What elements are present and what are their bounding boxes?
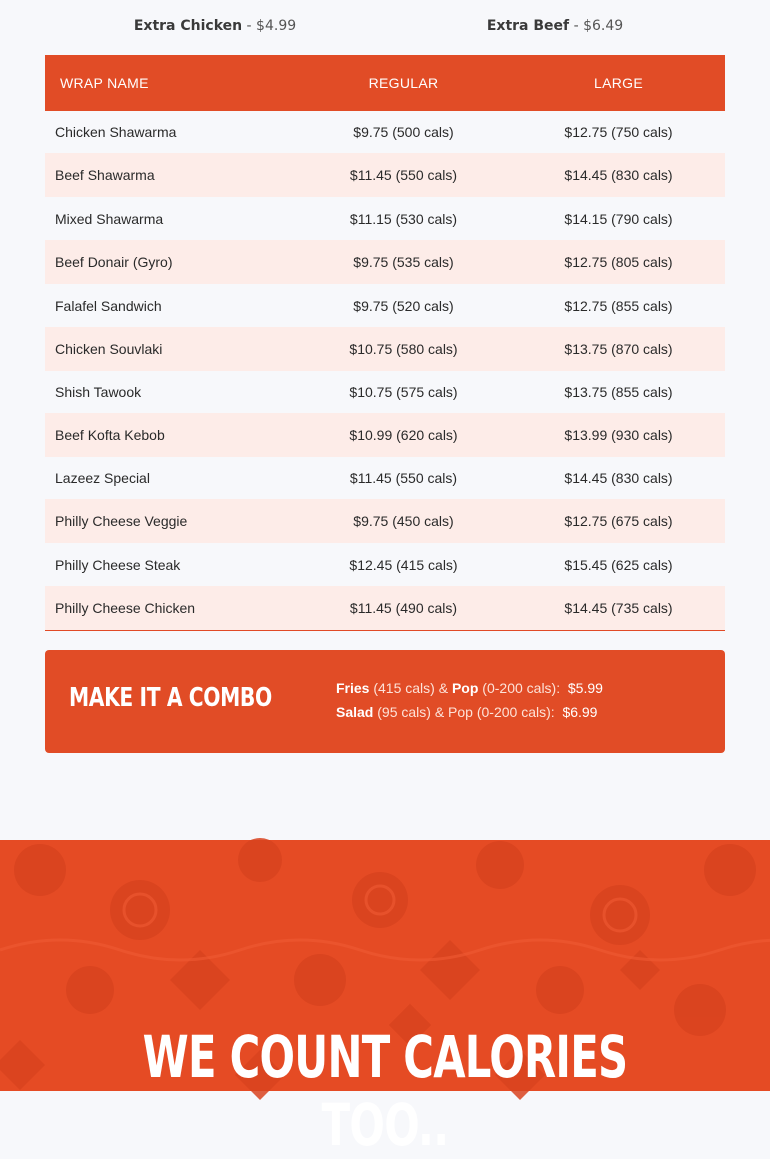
wrap-name-cell: Shish Tawook xyxy=(55,384,142,400)
large-price-cell: $12.75 (750 cals) xyxy=(564,124,673,140)
regular-price-cell: $9.75 (500 cals) xyxy=(353,124,454,140)
regular-price-cell: $12.45 (415 cals) xyxy=(349,556,458,573)
extra-beef: Extra Beef - $6.49 xyxy=(486,18,624,34)
large-price-cell: $12.75 (675 cals) xyxy=(564,513,673,529)
regular-price-cell: $10.75 (580 cals) xyxy=(349,341,458,357)
wrap-name-cell: Beef Donair (Gyro) xyxy=(55,254,173,270)
regular-price-cell: $9.75 (520 cals) xyxy=(353,297,454,314)
regular-price-cell: $10.75 (575 cals) xyxy=(349,384,458,400)
large-price-cell: $13.99 (930 cals) xyxy=(564,427,673,443)
table-row xyxy=(45,413,725,457)
wrap-name-cell: Falafel Sandwich xyxy=(55,297,162,314)
table-row xyxy=(45,499,725,543)
extras-bar xyxy=(0,0,770,55)
large-price-cell: $15.45 (625 cals) xyxy=(564,556,673,573)
wrap-name-cell: Philly Cheese Chicken xyxy=(55,599,196,616)
large-price-cell: $14.15 (790 cals) xyxy=(564,210,673,227)
wrap-name-cell: Mixed Shawarma xyxy=(55,210,164,227)
wrap-name-cell: Chicken Shawarma xyxy=(55,124,177,140)
large-price-cell: $14.45 (735 cals) xyxy=(564,599,673,616)
combo-salad-line: Salad (95 cals) & Pop (0-200 cals): $6.99 xyxy=(336,704,598,720)
table-row xyxy=(45,327,725,371)
regular-price-cell: $9.75 (450 cals) xyxy=(353,513,454,529)
table-row xyxy=(45,284,725,327)
large-price-cell: $12.75 (855 cals) xyxy=(564,297,673,314)
large-price-cell: $14.45 (830 cals) xyxy=(564,470,673,486)
header-large: LARGE xyxy=(512,55,725,111)
combo-fries-line: Fries (415 cals) & Pop (0-200 cals): $5.99 xyxy=(336,680,603,696)
calories-banner xyxy=(0,840,770,1159)
wrap-name-cell: Beef Kofta Kebob xyxy=(55,427,165,443)
header-regular: REGULAR xyxy=(295,55,512,111)
table-row xyxy=(45,543,725,586)
header-wrap-name: WRAP NAME xyxy=(45,55,295,111)
regular-price-cell: $10.99 (620 cals) xyxy=(349,427,458,443)
wrap-name-cell: Philly Cheese Steak xyxy=(55,556,181,573)
table-row xyxy=(45,240,725,284)
regular-price-cell: $11.45 (550 cals) xyxy=(349,470,458,486)
table-row xyxy=(45,586,725,630)
table-row xyxy=(45,371,725,413)
combo-title: MAKE IT A COMBO xyxy=(69,683,272,713)
table-header-row xyxy=(45,55,725,111)
wrap-price-table xyxy=(45,55,725,631)
table-row xyxy=(45,197,725,240)
regular-price-cell: $9.75 (535 cals) xyxy=(353,254,454,270)
wrap-name-cell: Philly Cheese Veggie xyxy=(55,513,188,529)
wrap-name-cell: Chicken Souvlaki xyxy=(55,341,163,357)
table-row xyxy=(45,457,725,499)
table-row xyxy=(45,111,725,153)
large-price-cell: $13.75 (855 cals) xyxy=(564,384,673,400)
table-row xyxy=(45,153,725,197)
banner-title: WE COUNT CALORIES TOO.. xyxy=(142,1023,628,1159)
combo-options xyxy=(336,676,603,724)
large-price-cell: $14.45 (830 cals) xyxy=(564,167,673,183)
large-price-cell: $13.75 (870 cals) xyxy=(564,341,673,357)
combo-box xyxy=(45,650,725,753)
wrap-name-cell: Beef Shawarma xyxy=(55,167,155,183)
extra-chicken: Extra Chicken - $4.99 xyxy=(133,18,297,34)
regular-price-cell: $11.45 (550 cals) xyxy=(349,167,458,183)
regular-price-cell: $11.45 (490 cals) xyxy=(349,599,458,616)
large-price-cell: $12.75 (805 cals) xyxy=(564,254,673,270)
regular-price-cell: $11.15 (530 cals) xyxy=(349,210,458,227)
wrap-name-cell: Lazeez Special xyxy=(55,470,150,486)
